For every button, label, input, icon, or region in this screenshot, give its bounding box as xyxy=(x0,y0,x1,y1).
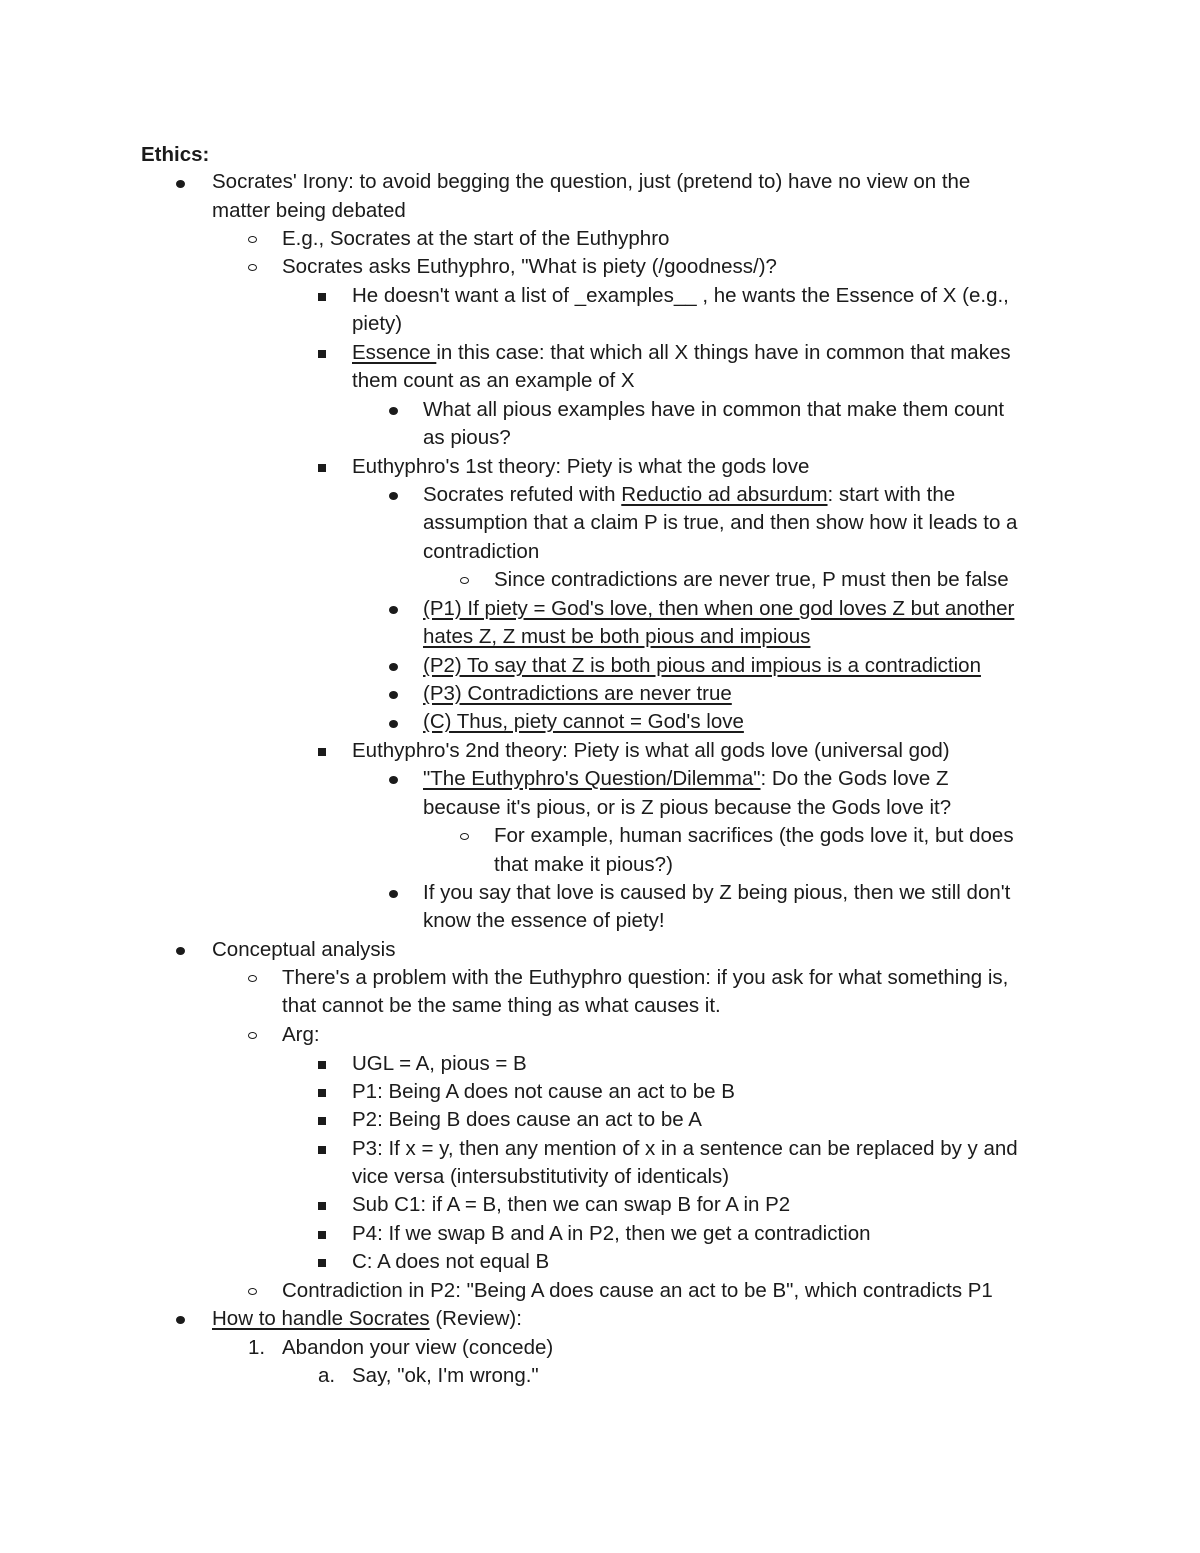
bullet-ring xyxy=(248,264,257,271)
bullet-ring xyxy=(248,975,257,982)
bullet-dot xyxy=(389,890,398,898)
list-item-continued: as pious? xyxy=(423,426,511,449)
bullet-ring xyxy=(248,1288,257,1295)
list-item: (C) Thus, piety cannot = God's love xyxy=(423,710,744,733)
list-item: Conceptual analysis xyxy=(212,938,396,961)
list-item: Socrates' Irony: to avoid begging the question, just (pretend to) have no view on the xyxy=(212,170,971,193)
bullet-square xyxy=(318,1231,326,1239)
bullet-square xyxy=(318,748,326,756)
list-item-continued: vice versa (intersubstitutivity of identicals) xyxy=(352,1165,730,1188)
bullet-square xyxy=(318,293,326,301)
bullet-dot xyxy=(176,180,185,188)
bullet-square xyxy=(318,1117,326,1125)
list-item: Sub C1: if A = B, then we can swap B for A in P2 xyxy=(352,1193,791,1216)
list-item: For example, human sacrifices (the gods love it, but does xyxy=(494,824,1014,847)
underlined-term: "The Euthyphro's Question/Dilemma" xyxy=(423,767,761,790)
list-item-continued: because it's pious, or is Z pious because the Gods love it? xyxy=(423,796,952,819)
list-item: P4: If we swap B and A in P2, then we get a contradiction xyxy=(352,1222,871,1245)
list-item: Arg: xyxy=(282,1023,320,1046)
bullet-square xyxy=(318,350,326,358)
list-item-continued: them count as an example of X xyxy=(352,369,635,392)
list-item: He doesn't want a list of _examples__ , he wants the Essence of X (e.g., xyxy=(352,284,1009,307)
list-item: C: A does not equal B xyxy=(352,1250,550,1273)
list-item: (P2) To say that Z is both pious and impious is a contradiction xyxy=(423,654,981,677)
bullet-dot xyxy=(176,1316,185,1324)
list-item-continued: matter being debated xyxy=(212,199,406,222)
list-item xyxy=(423,481,955,509)
list-item-continued: assumption that a claim P is true, and then show how it leads to a xyxy=(423,511,1018,534)
underlined-term: How to handle Socrates xyxy=(212,1307,430,1330)
list-item: P2: Being B does cause an act to be A xyxy=(352,1108,702,1131)
list-item xyxy=(423,765,949,793)
text-run: : start with the xyxy=(827,483,956,506)
list-item: Contradiction in P2: "Being A does cause an act to be B", which contradicts P1 xyxy=(282,1279,993,1302)
bullet-dot xyxy=(389,407,398,415)
bullet-square xyxy=(318,1146,326,1154)
list-item: (P3) Contradictions are never true xyxy=(423,682,732,705)
list-item-continued: hates Z, Z must be both pious and impious xyxy=(423,625,811,648)
list-item: E.g., Socrates at the start of the Euthyphro xyxy=(282,227,670,250)
bullet-dot xyxy=(176,947,185,955)
underlined-term: Essence xyxy=(352,341,437,364)
bullet-square xyxy=(318,464,326,472)
bullet-ring xyxy=(460,577,469,584)
list-item: P3: If x = y, then any mention of x in a sentence can be replaced by y and xyxy=(352,1137,1018,1160)
list-item: Socrates asks Euthyphro, "What is piety (/goodness/)? xyxy=(282,255,777,278)
list-item xyxy=(212,1305,522,1333)
list-item xyxy=(352,339,1011,367)
list-item: Euthyphro's 2nd theory: Piety is what all gods love (universal god) xyxy=(352,739,950,762)
list-number: 1. xyxy=(248,1336,266,1359)
text-run: in this case: that which all X things have in common that makes xyxy=(436,341,1011,364)
list-item: P1: Being A does not cause an act to be B xyxy=(352,1080,735,1103)
list-item-continued: contradiction xyxy=(423,540,540,563)
bullet-dot xyxy=(389,606,398,614)
list-item: Say, "ok, I'm wrong." xyxy=(352,1364,539,1387)
list-item-continued: piety) xyxy=(352,312,403,335)
bullet-dot xyxy=(389,663,398,671)
list-letter: a. xyxy=(318,1364,336,1387)
list-item: Since contradictions are never true, P must then be false xyxy=(494,568,1009,591)
list-item-continued: that make it pious?) xyxy=(494,853,673,876)
text-run: (Review): xyxy=(429,1307,522,1330)
list-item: If you say that love is caused by Z being pious, then we still don't xyxy=(423,881,1011,904)
list-item: UGL = A, pious = B xyxy=(352,1052,527,1075)
bullet-ring xyxy=(460,833,469,840)
text-run: Socrates refuted with xyxy=(423,483,622,506)
list-item: There's a problem with the Euthyphro question: if you ask for what something is, xyxy=(282,966,1009,989)
text-run: : Do the Gods love Z xyxy=(760,767,949,790)
list-item: What all pious examples have in common that make them count xyxy=(423,398,1005,421)
bullet-dot xyxy=(389,776,398,784)
bullet-dot xyxy=(389,492,398,500)
bullet-square xyxy=(318,1259,326,1267)
bullet-ring xyxy=(248,1032,257,1039)
bullet-square xyxy=(318,1202,326,1210)
list-item: Euthyphro's 1st theory: Piety is what the gods love xyxy=(352,455,810,478)
bullet-dot xyxy=(389,720,398,728)
bullet-square xyxy=(318,1089,326,1097)
underlined-term: Reductio ad absurdum xyxy=(621,483,828,506)
bullet-dot xyxy=(389,691,398,699)
list-item: (P1) If piety = God's love, then when one god loves Z but another xyxy=(423,597,1015,620)
heading-ethics: Ethics: xyxy=(141,143,210,166)
list-item-continued: that cannot be the same thing as what causes it. xyxy=(282,994,721,1017)
list-item-continued: know the essence of piety! xyxy=(423,909,665,932)
bullet-ring xyxy=(248,236,257,243)
list-item: Abandon your view (concede) xyxy=(282,1336,554,1359)
bullet-square xyxy=(318,1061,326,1069)
